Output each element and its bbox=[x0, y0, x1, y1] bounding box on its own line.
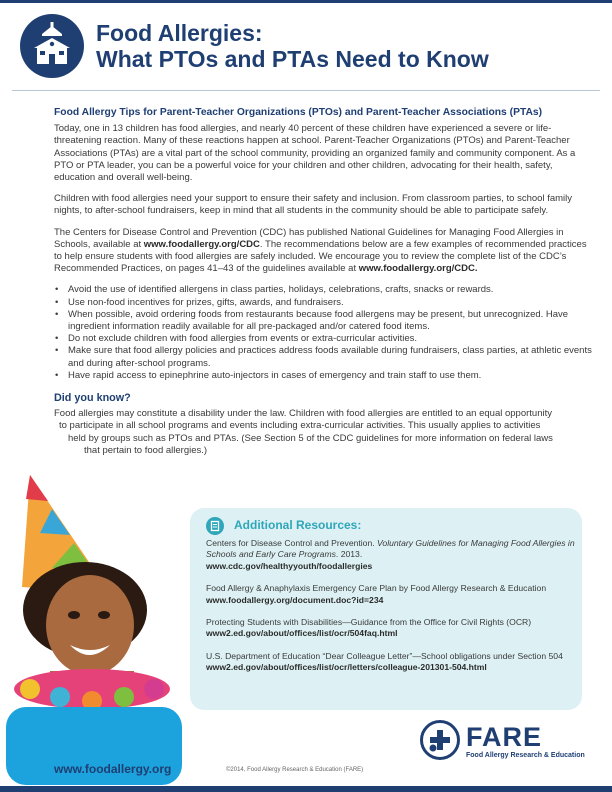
resources-list bbox=[206, 538, 576, 685]
resources-title: Additional Resources: bbox=[234, 518, 362, 532]
did-you-know-heading: Did you know? bbox=[54, 392, 131, 405]
resource-link[interactable]: www.cdc.gov/healthyyouth/foodallergies bbox=[206, 560, 373, 571]
resource-item-dear-colleague bbox=[206, 651, 576, 674]
tips-list bbox=[54, 284, 592, 382]
bottom-accent-bar bbox=[0, 786, 612, 792]
resource-description: Food Allergy & Anaphylaxis Emergency Care Plan by Food Allergy Research & Education bbox=[206, 583, 547, 594]
title-line-2: What PTOs and PTAs Need to Know bbox=[96, 46, 489, 72]
resource-text: Centers for Disease Control and Prevention. bbox=[206, 538, 378, 548]
resource-item-ocr bbox=[206, 617, 576, 640]
did-you-know-line-3: held by groups such as PTOs and PTAs. (See Section 5 of the CDC guidelines for more information on federal laws bbox=[68, 432, 553, 444]
cdc-link-1[interactable]: www.foodallergy.org/CDC bbox=[143, 238, 260, 250]
resource-item-cdc bbox=[206, 538, 576, 572]
additional-resources-box bbox=[190, 508, 582, 710]
resource-link[interactable]: www2.ed.gov/about/offices/list/ocr/letters/colleague-201301-504.html bbox=[206, 662, 487, 673]
resource-info-icon bbox=[206, 517, 224, 535]
list-item: • Make sure that food allergy policies and practices address foods available during fundraisers, class parties, at athletic events and during after-school programs. bbox=[54, 345, 592, 369]
resource-link[interactable]: www.foodallergy.org/document.doc?id=234 bbox=[206, 594, 384, 605]
resource-title-italic: Voluntary Guidelines for Managing Food Allergies in Schools and Early Care Programs bbox=[206, 538, 575, 560]
fare-brand-name: FARE bbox=[466, 722, 543, 752]
resource-description: U.S. Department of Education “Dear Colleague Letter”—School obligations under Section 504 bbox=[206, 650, 563, 661]
resource-item-care-plan bbox=[206, 583, 576, 606]
cdc-text-b: . The recommendations below are a few examples of recommended practices to help ensure students with food allergies are safely included. We encourage you to review the complete list of the CDC’s Recommended Practices, on pages 41–43 of the guidelines available at bbox=[54, 238, 587, 275]
cdc-paragraph bbox=[54, 227, 592, 276]
top-accent-bar bbox=[0, 0, 612, 3]
cdc-text-a: The Centers for Disease Control and Prevention (CDC) has published National Guidelines for Managing Food Allergies in Schools, available at bbox=[54, 226, 564, 250]
footer-website-link[interactable]: www.foodallergy.org bbox=[54, 762, 172, 776]
copyright-notice: ©2014, Food Allergy Research & Education (FARE) bbox=[226, 767, 364, 773]
list-item: • When possible, avoid ordering foods from restaurants because food allergens may be present, but unrecognized. Have ingredient information readily available for all pre-packaged and/or catered food items. bbox=[54, 309, 592, 333]
did-you-know-line-1: Food allergies may constitute a disability under the law. Children with food allergies are entitled to an equal opportunity bbox=[54, 408, 552, 420]
resource-description: Protecting Students with Disabilities—Guidance from the Office for Civil Rights (OCR) bbox=[206, 617, 532, 628]
title-line-1: Food Allergies: bbox=[96, 20, 263, 46]
list-item: • Use non-food incentives for prizes, gifts, awards, and fundraisers. bbox=[54, 297, 592, 309]
page-title bbox=[96, 20, 489, 72]
header-divider bbox=[12, 90, 600, 91]
fare-brand-subtitle: Food Allergy Research & Education bbox=[466, 752, 585, 759]
support-paragraph: Children with food allergies need your support to ensure their safety and inclusion. From classroom parties, to school family nights, to after-school fundraisers, keep in mind that all students in the community should be able to participate safely. bbox=[54, 193, 573, 217]
schoolhouse-icon bbox=[20, 14, 84, 78]
main-content bbox=[54, 107, 592, 457]
intro-paragraph: Today, one in 13 children has food allergies, and nearly 40 percent of these children have experienced a severe or life-threatening reaction. Many of these reactions happen at school. Parent-Teacher Organizations (PTOs) and Parent-Teacher Associations (PTAs) are a vital part of the school community, providing an organized family and community component. As a PTO or PTA leader, you can be a powerful voice for your children and other children, advocating for their health, safety, education and overall well-being. bbox=[54, 123, 576, 184]
fare-logo-icon bbox=[420, 720, 460, 760]
resource-link[interactable]: www2.ed.gov/about/offices/list/ocr/504faq.html bbox=[206, 628, 398, 639]
did-you-know-line-4: that pertain to food allergies.) bbox=[84, 444, 208, 456]
cdc-link-2[interactable]: www.foodallergy.org/CDC. bbox=[358, 263, 478, 275]
list-item: • Avoid the use of identified allergens in class parties, holidays, celebrations, crafts, snacks or rewards. bbox=[54, 284, 592, 296]
resource-description bbox=[206, 538, 576, 561]
list-item: • Do not exclude children with food allergies from events or extra-curricular activities. bbox=[54, 333, 592, 345]
did-you-know-line-2: to participate in all school programs and events including extra-curricular activities. This usually applies to activities bbox=[59, 420, 541, 432]
resource-text-after: . 2013. bbox=[335, 549, 363, 560]
list-item: • Have rapid access to epinephrine auto-injectors in cases of emergency and train staff to use them. bbox=[54, 370, 592, 382]
child-photo bbox=[0, 475, 190, 785]
tips-heading: Food Allergy Tips for Parent-Teacher Organizations (PTOs) and Parent-Teacher Associations (PTAs) bbox=[54, 107, 543, 118]
